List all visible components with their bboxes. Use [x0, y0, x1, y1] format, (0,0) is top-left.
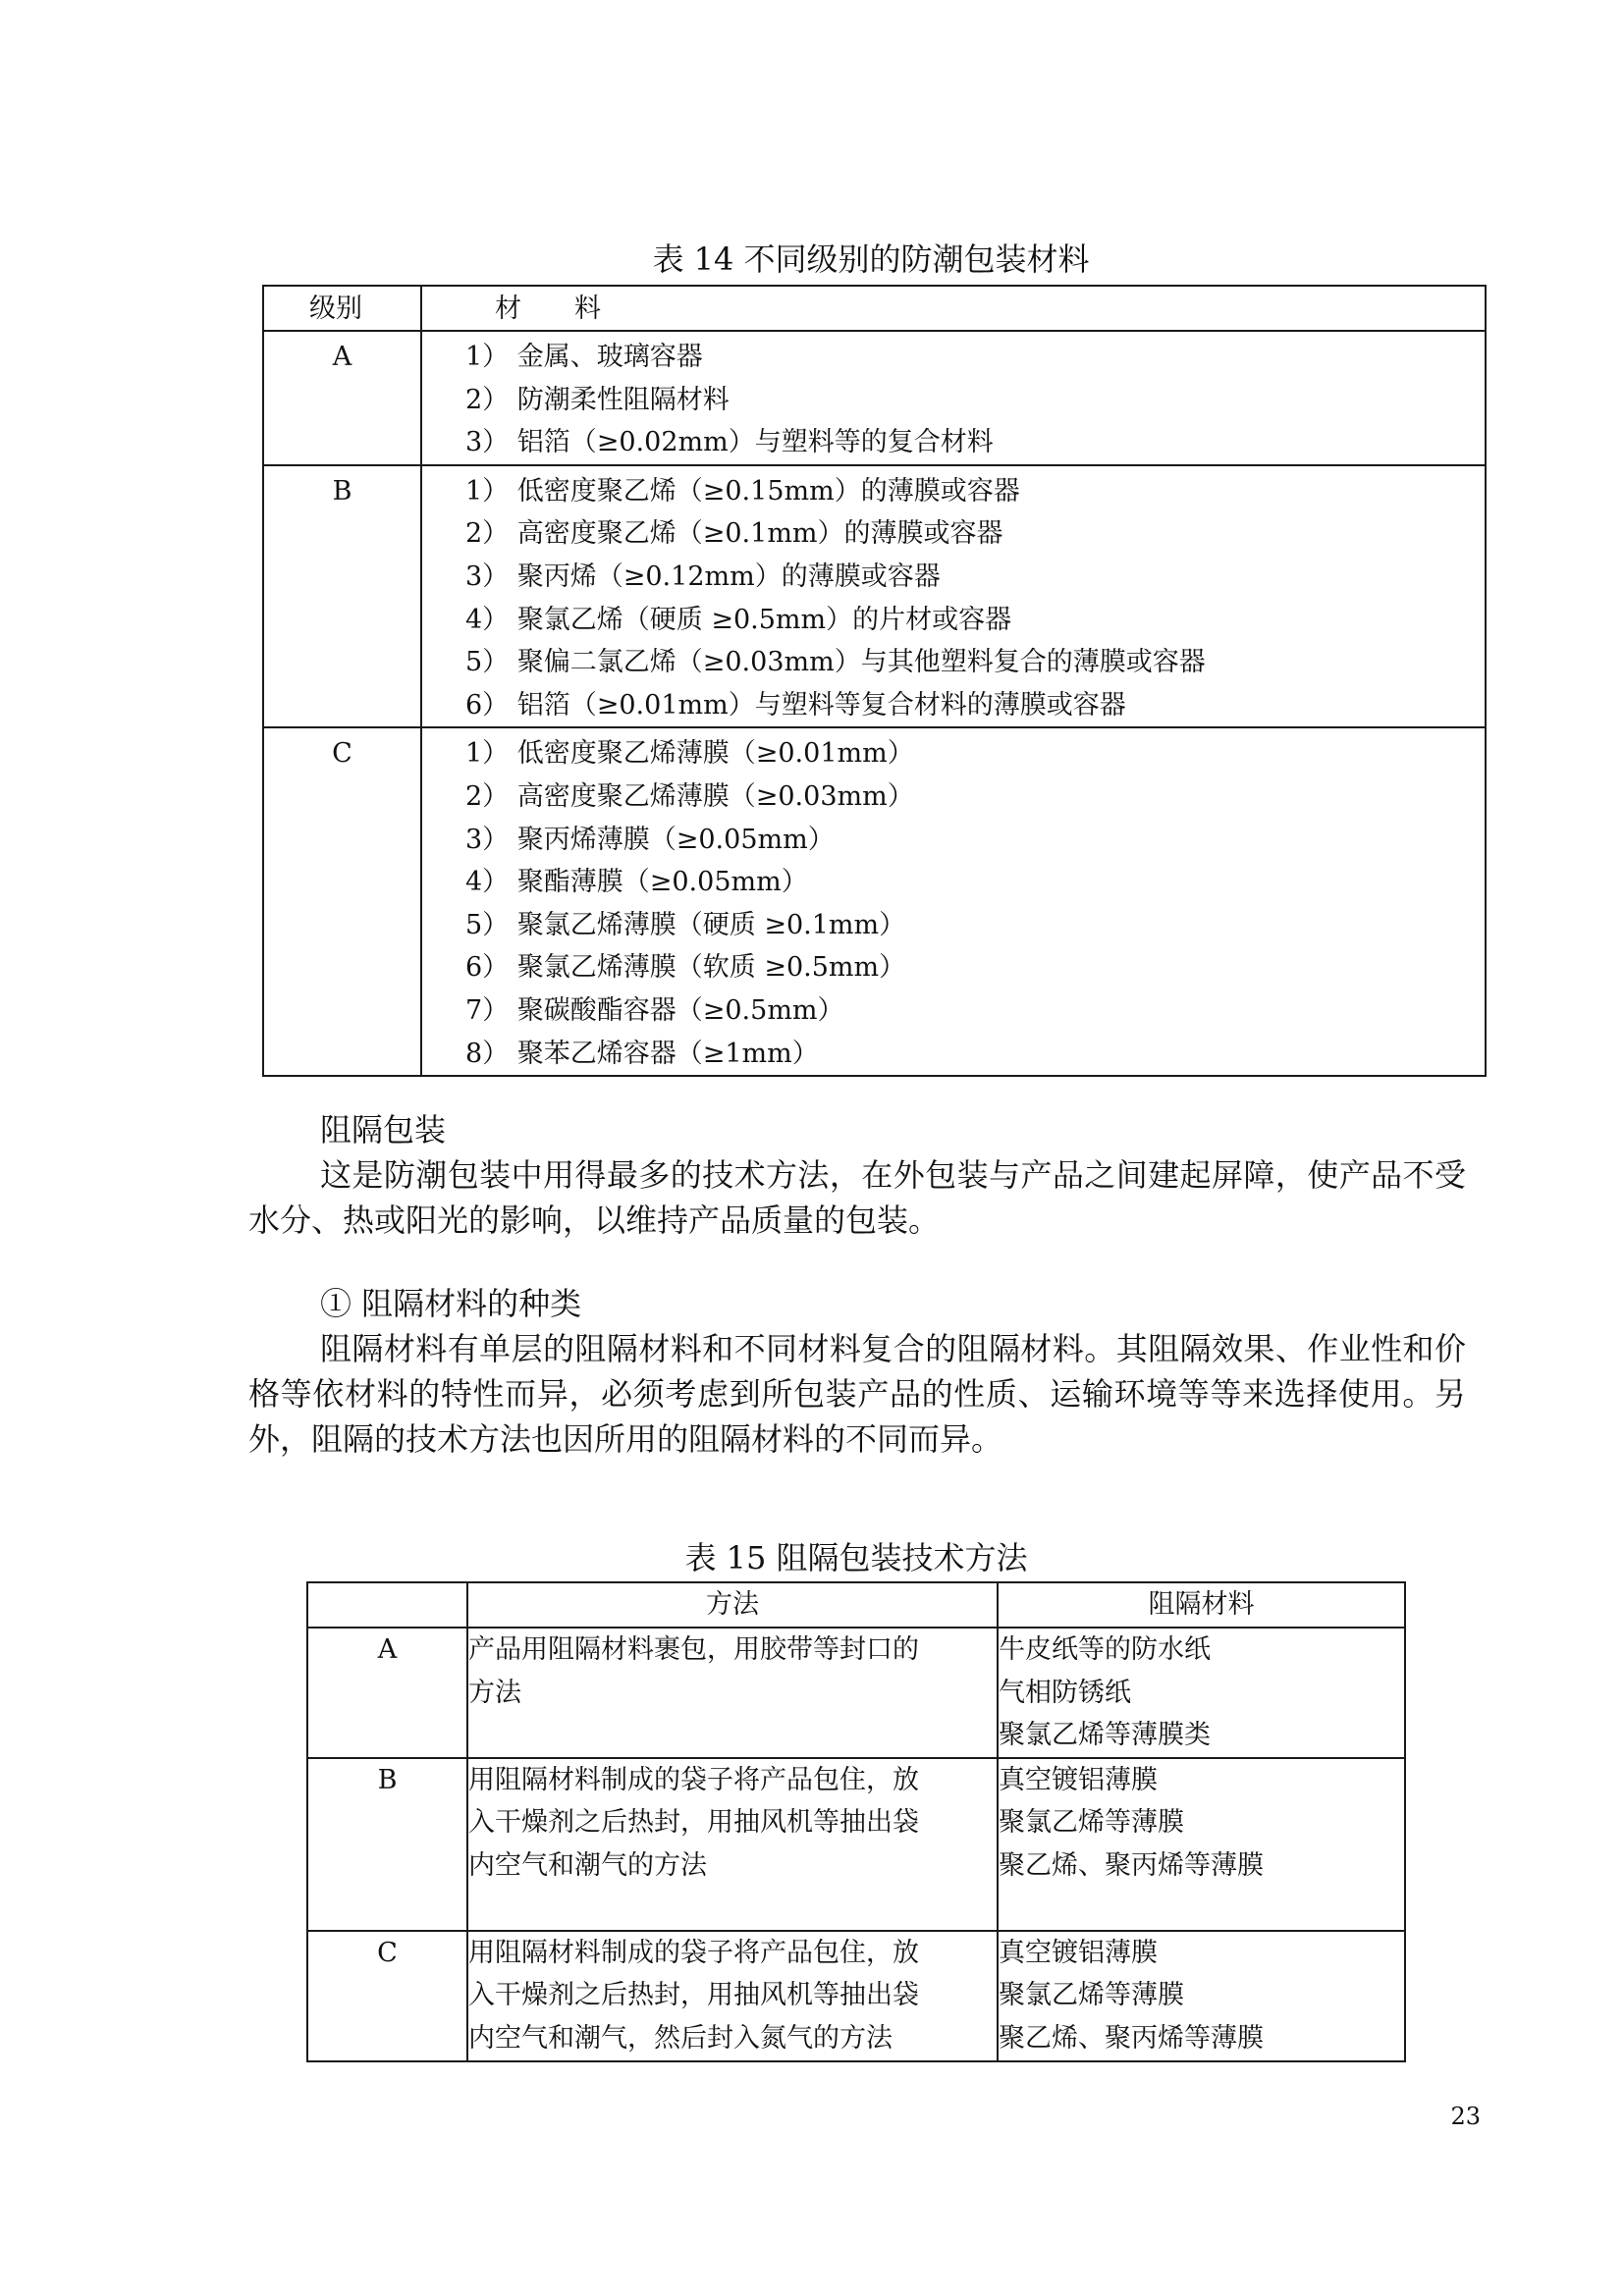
header-material: 阻隔材料: [998, 1582, 1405, 1628]
table-header-row: [263, 286, 1486, 331]
list-item: 1） 金属、玻璃容器: [465, 342, 703, 372]
list-item: 7） 聚碳酸酯容器（≥0.5mm）: [465, 994, 844, 1026]
level-cell: [263, 331, 421, 465]
method-line: 入干燥剂之后热封，用抽风机等抽出袋: [468, 1980, 919, 2011]
materials-cell: [421, 727, 1486, 1076]
level-cell: [307, 1628, 467, 1758]
material-cell: [998, 1628, 1405, 1758]
list-item: 2） 高密度聚乙烯薄膜（≥0.03mm）: [465, 780, 914, 812]
page-number: 23: [1450, 2103, 1481, 2130]
material-line: 牛皮纸等的防水纸: [999, 1634, 1211, 1665]
method-cell: [467, 1931, 998, 2061]
list-item: 3） 聚丙烯薄膜（≥0.05mm）: [465, 824, 835, 855]
table-row-b: [263, 465, 1486, 728]
table-row-a: [263, 331, 1486, 465]
method-line: 产品用阻隔材料裹包，用胶带等封口的: [468, 1634, 919, 1665]
header-method: 方法: [467, 1582, 998, 1628]
table-row-c: [307, 1931, 1405, 2061]
table-row-c: [263, 727, 1486, 1076]
material-line: 聚乙烯、聚丙烯等薄膜: [999, 2022, 1264, 2054]
list-item: 6） 铝箔（≥0.01mm）与塑料等复合材料的薄膜或容器: [465, 689, 1126, 721]
level-label: A: [332, 342, 352, 372]
material-cell: [998, 1758, 1405, 1931]
material-line: 聚氯乙烯等薄膜: [999, 1980, 1184, 2011]
list-item: 6） 聚氯乙烯薄膜（软质 ≥0.5mm）: [465, 952, 906, 984]
method-line: 内空气和潮气，然后封入氮气的方法: [468, 2022, 893, 2054]
material-line: 聚氯乙烯等薄膜: [999, 1807, 1184, 1839]
list-item: 2） 防潮柔性阻隔材料: [465, 384, 730, 415]
method-cell: [467, 1758, 998, 1931]
level-label: A: [377, 1634, 398, 1665]
material-line: 气相防锈纸: [999, 1677, 1131, 1708]
method-line: 用阻隔材料制成的袋子将产品包住，放: [468, 1764, 919, 1795]
list-item: 2） 高密度聚乙烯（≥0.1mm）的薄膜或容器: [465, 518, 1003, 550]
table-row-b: [307, 1758, 1405, 1931]
method-line: 入干燥剂之后热封，用抽风机等抽出袋: [468, 1807, 919, 1839]
sub-paragraph: 阻隔材料有单层的阻隔材料和不同材料复合的阻隔材料。其阻隔效果、作业性和价格等依材料的特性而异，必须考虑到所包装产品的性质、运输环境等等来选择使用。另外，阻隔的技术方法也因所用的阻隔材料的不同而异。: [248, 1330, 1466, 1458]
material-line: 聚乙烯、聚丙烯等薄膜: [999, 1849, 1264, 1881]
level-cell: [263, 465, 421, 728]
list-item: 4） 聚酯薄膜（≥0.05mm）: [465, 867, 808, 898]
list-item: 5） 聚偏二氯乙烯（≥0.03mm）与其他塑料复合的薄膜或容器: [465, 647, 1206, 678]
list-item: 3） 铝箔（≥0.02mm）与塑料等的复合材料: [465, 427, 994, 458]
section-paragraph: 这是防潮包装中用得最多的技术方法，在外包装与产品之间建起屏障，使产品不受水分、热或阳光的影响，以维持产品质量的包装。: [248, 1156, 1466, 1239]
level-label: C: [377, 1937, 398, 1968]
header-materials: 材 料: [421, 286, 1486, 331]
level-cell: [307, 1931, 467, 2061]
table-row-a: [307, 1628, 1405, 1758]
list-item: 5） 聚氯乙烯薄膜（硬质 ≥0.1mm）: [465, 909, 906, 940]
list-item: 4） 聚氯乙烯（硬质 ≥0.5mm）的片材或容器: [465, 604, 1012, 635]
method-line: 用阻隔材料制成的袋子将产品包住，放: [468, 1937, 919, 1968]
table-15-caption: 表 15 阻隔包装技术方法: [684, 1539, 1028, 1576]
material-line: 聚氯乙烯等薄膜类: [999, 1720, 1211, 1751]
level-label: B: [332, 475, 352, 507]
section-heading: 阻隔包装: [320, 1111, 447, 1148]
material-line: 真空镀铝薄膜: [999, 1764, 1158, 1795]
method-line: 方法: [468, 1677, 521, 1708]
list-item: 8） 聚苯乙烯容器（≥1mm）: [465, 1038, 819, 1069]
list-item: 1） 低密度聚乙烯（≥0.15mm）的薄膜或容器: [465, 475, 1020, 507]
table-header-row: [307, 1582, 1405, 1628]
header-level: 级别: [263, 286, 421, 331]
method-cell: [467, 1628, 998, 1758]
level-cell: [263, 727, 421, 1076]
materials-cell: [421, 465, 1486, 728]
sub-heading: ① 阻隔材料的种类: [320, 1285, 582, 1322]
materials-cell: [421, 331, 1486, 465]
header-blank: [307, 1582, 467, 1628]
level-label: B: [377, 1764, 398, 1795]
table-14-caption: 表 14 不同级别的防潮包装材料: [652, 240, 1090, 278]
list-item: 1） 低密度聚乙烯薄膜（≥0.01mm）: [465, 738, 914, 770]
material-cell: [998, 1931, 1405, 2061]
method-line: 内空气和潮气的方法: [468, 1849, 707, 1881]
material-line: 真空镀铝薄膜: [999, 1937, 1158, 1968]
table-14: [262, 285, 1487, 1077]
list-item: 3） 聚丙烯（≥0.12mm）的薄膜或容器: [465, 561, 941, 592]
level-label: C: [332, 738, 352, 770]
level-cell: [307, 1758, 467, 1931]
table-15: [306, 1581, 1406, 2062]
